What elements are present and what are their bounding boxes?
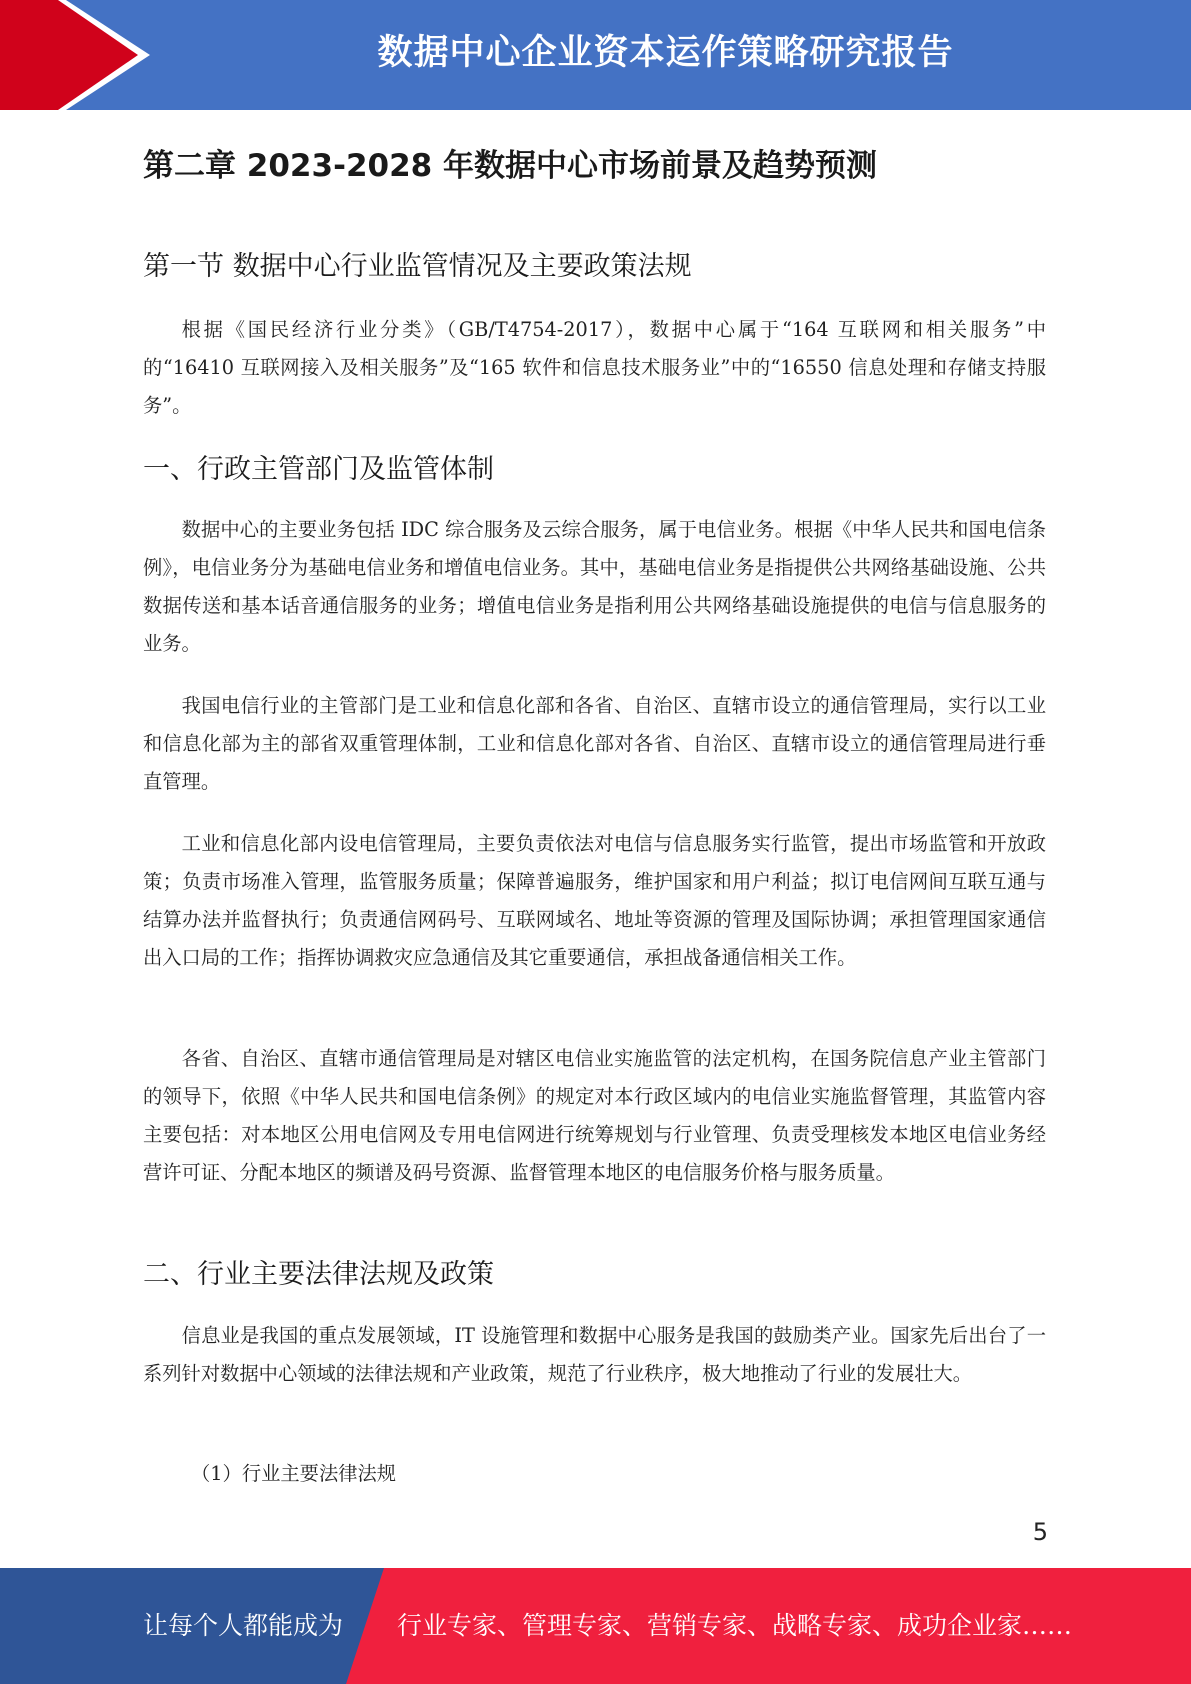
footer-slogan-right: 行业专家、管理专家、营销专家、战略专家、成功企业家…… xyxy=(397,1611,1073,1640)
footer-slogan-left: 让每个人都能成为 xyxy=(143,1611,344,1640)
chapter-title: 第二章 2023-2028 年数据中心市场前景及趋势预测 xyxy=(143,148,878,184)
red-chevron-icon xyxy=(0,0,160,110)
subsection-title-authority: 一、行政主管部门及监管体制 xyxy=(143,454,494,485)
page-header xyxy=(0,0,1191,110)
report-title: 数据中心企业资本运作策略研究报告 xyxy=(377,33,954,73)
subsection-title-laws: 二、行业主要法律法规及政策 xyxy=(143,1259,494,1290)
page-number: 5 xyxy=(1032,1518,1048,1546)
paragraph-business-scope: 数据中心的主要业务包括 IDC 综合服务及云综合服务，属于电信业务。根据《中华人民共和国电信条例》，电信业务分为基础电信业务和增值电信业务。其中，基础电信业务是指提供公共网络基础设施、公共数据传送和基本话音通信服务的业务；增值电信业务是指利用公共网络基础设施提供的电信与信息服务的业务。 xyxy=(143,518,1046,655)
paragraph-industry-policy: 信息业是我国的重点发展领域，IT 设施管理和数据中心服务是我国的鼓励类产业。国家先后出台了一系列针对数据中心领域的法律法规和产业政策，规范了行业秩序，极大地推动了行业的发展壮大。 xyxy=(143,1324,1046,1385)
paragraph-classification: 根据《国民经济行业分类》（GB/T4754-2017），数据中心属于“164 互联网和相关服务”中的“16410 互联网接入及相关服务”及“165 软件和信息技术服务业”中的“16550 信息处理和存储支持服务”。 xyxy=(143,318,1046,417)
section-title: 第一节 数据中心行业监管情况及主要政策法规 xyxy=(143,251,692,282)
list-item-laws: （1）行业主要法律法规 xyxy=(191,1462,397,1485)
page-footer xyxy=(0,1568,1191,1684)
paragraph-regulator: 我国电信行业的主管部门是工业和信息化部和各省、自治区、直辖市设立的通信管理局，实行以工业和信息化部为主的部省双重管理体制，工业和信息化部对各省、自治区、直辖市设立的通信管理局进行垂直管理。 xyxy=(143,694,1046,793)
paragraph-provincial-bureau: 各省、自治区、直辖市通信管理局是对辖区电信业实施监管的法定机构，在国务院信息产业主管部门的领导下，依照《中华人民共和国电信条例》的规定对本行政区域内的电信业实施监督管理，其监管内容主要包括：对本地区公用电信网及专用电信网进行统筹规划与行业管理、负责受理核发本地区电信业务经营许可证、分配本地区的频谱及码号资源、监督管理本地区的电信服务价格与服务质量。 xyxy=(143,1047,1046,1184)
paragraph-telecom-bureau: 工业和信息化部内设电信管理局，主要负责依法对电信与信息服务实行监管，提出市场监管和开放政策；负责市场准入管理，监管服务质量；保障普遍服务，维护国家和用户利益；拟订电信网间互联互通与结算办法并监督执行；负责通信网码号、互联网域名、地址等资源的管理及国际协调；承担管理国家通信出入口局的工作；指挥协调救灾应急通信及其它重要通信，承担战备通信相关工作。 xyxy=(143,832,1046,969)
